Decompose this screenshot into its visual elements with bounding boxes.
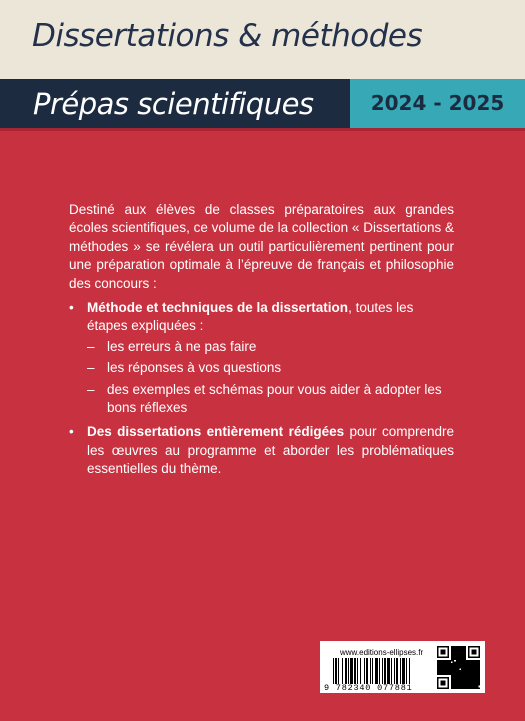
feature-dissertations-desc: pour comprendre les œuvres au programme et aborder les problématiques essentielles du thème.: [87, 424, 454, 477]
feature-dissertations: [69, 423, 454, 478]
publisher-url: www.editions-ellipses.fr: [340, 648, 424, 657]
feature-method: [69, 299, 454, 417]
sub-item: – les réponses à vos questions: [87, 359, 454, 377]
divider-stripe: [0, 128, 525, 131]
sub-item: – les erreurs à ne pas faire: [87, 338, 454, 356]
feature-list: [69, 299, 454, 479]
method-sublist: [87, 338, 454, 418]
sub-item: – des exemples et schémas pour vous aider à adopter les bons réflexes: [87, 381, 454, 418]
isbn-number: 9 782340 077881: [324, 683, 413, 693]
year-label: 2024 - 2025: [370, 91, 505, 115]
barcode-icon: [333, 658, 431, 684]
series-title: Prépas scientifiques: [33, 87, 314, 121]
feature-method-desc: , toutes les étapes expliquées :: [87, 300, 414, 334]
intro-paragraph: Destiné aux élèves de classes préparatoires aux grandes écoles scientifiques, ce volume de la collection « Dissertations & méthodes » se révélera un outil particulièrement pertinent pour une préparation optimale à l’épreuve de français et philosophie des concours :: [69, 202, 454, 291]
collection-title: Dissertations & méthodes: [32, 18, 423, 54]
feature-dissertations-title: Des dissertations entièrement rédigées: [87, 424, 345, 440]
back-cover-text: [69, 201, 454, 485]
feature-method-title: Méthode et techniques de la dissertation: [87, 300, 349, 316]
qr-code-icon: [437, 646, 480, 689]
